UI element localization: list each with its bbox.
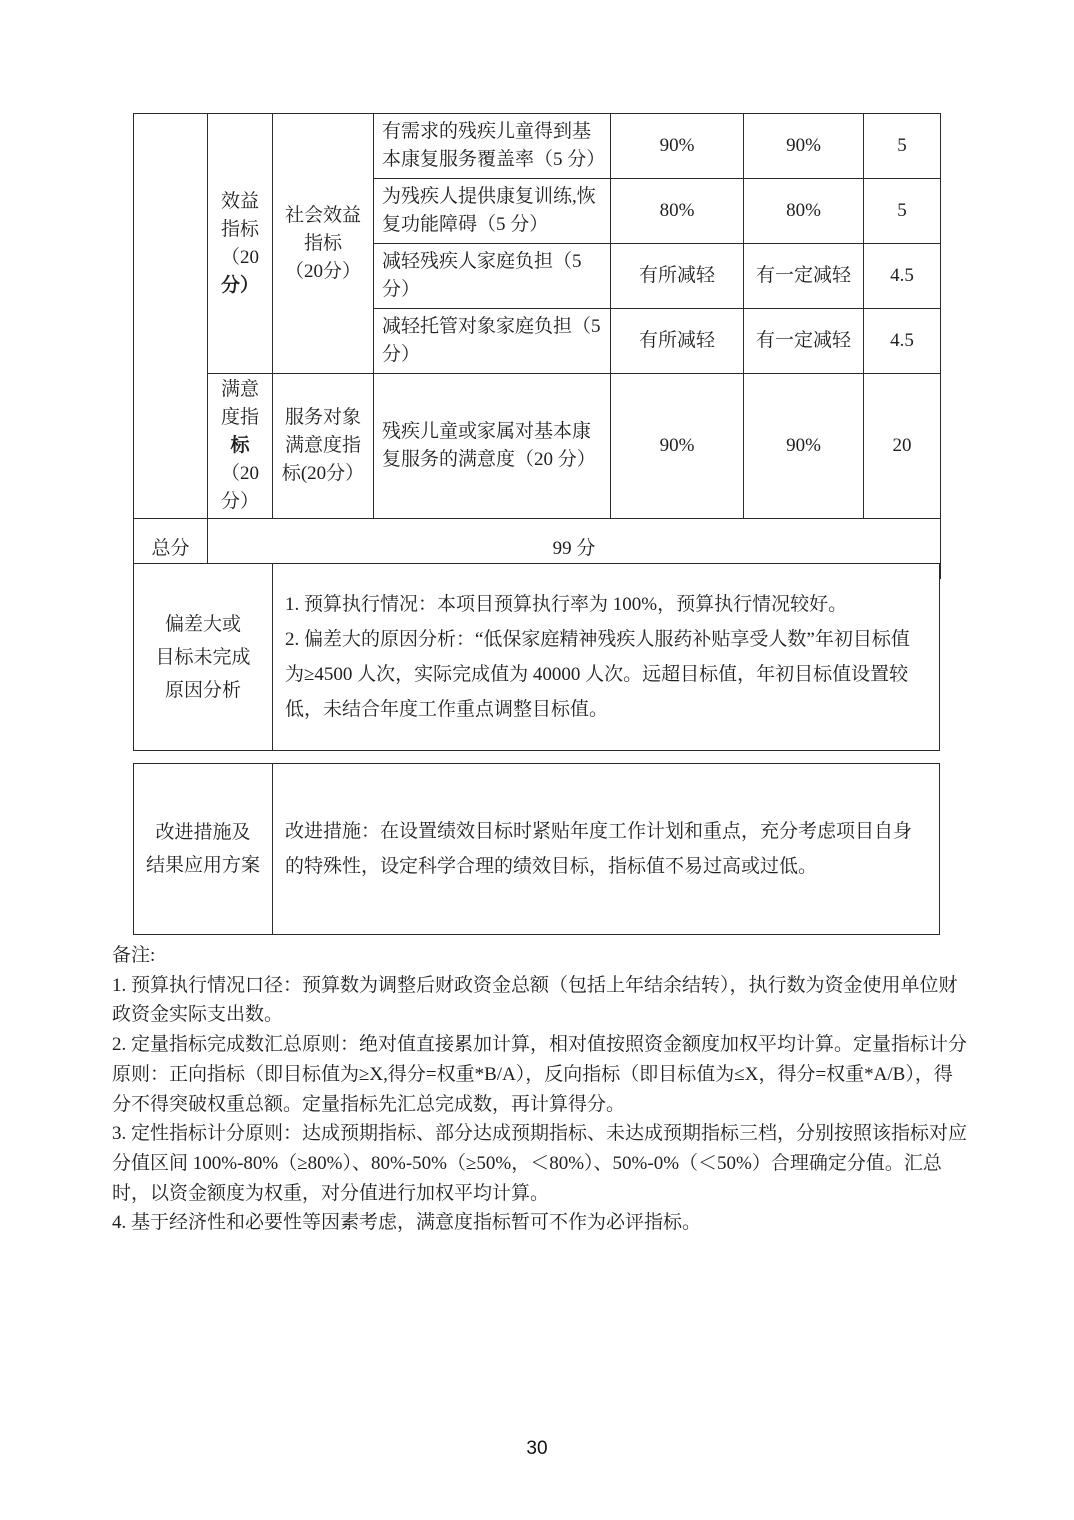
improvement-measures-section: [133, 763, 940, 935]
target-value: 有所减轻: [611, 309, 744, 374]
score-value: 5: [864, 179, 941, 244]
benefit-group-label: （20: [220, 246, 259, 268]
social-benefit-label: 指标: [303, 232, 342, 254]
improvement-label-line: 结果应用方案: [145, 855, 260, 876]
actual-value: 90%: [744, 374, 864, 519]
deviation-analysis-label: [134, 564, 273, 750]
service-satisfaction-cell: [273, 374, 374, 519]
deviation-analysis-section: [133, 563, 940, 751]
social-benefit-cell: [273, 114, 374, 374]
remarks-item: 3. 定性指标计分原则：达成预期指标、部分达成预期指标、未达成预期指标三档，分别按照该指标对应分值区间 100%-80%（≥80%）、80%-50%（≥50%，＜80%）、50%-0%（＜50%）合理确定分值。汇总时，以资金额度为权重，对分值进行加权平均计算。: [112, 1123, 968, 1204]
benefit-group-cell: [208, 114, 273, 374]
satisfaction-group-label: 分）: [220, 491, 259, 512]
indicator-name: 有需求的残疾儿童得到基本康复服务覆盖率（5 分）: [374, 114, 611, 179]
benefit-group-label: 指标: [220, 218, 259, 240]
remarks-item: 4. 基于经济性和必要性等因素考虑，满意度指标暂可不作为必评指标。: [112, 1212, 702, 1234]
deviation-item: 1. 预算执行情况：本项目预算执行率为 100%，预算执行情况较好。: [285, 594, 848, 615]
satisfaction-group-label: 满意: [220, 379, 259, 400]
service-satisfaction-label: 标(20分）: [281, 463, 365, 484]
social-benefit-label: （20分）: [284, 260, 361, 282]
deviation-label-line: 目标未完成: [155, 646, 251, 668]
target-value: 90%: [611, 114, 744, 179]
actual-value: 有一定减轻: [744, 244, 864, 309]
score-value: 4.5: [864, 309, 941, 374]
total-score-label: 总分: [134, 519, 208, 579]
improvement-text: 改进措施：在设置绩效目标时紧贴年度工作计划和重点，充分考虑项目自身的特殊性，设定科学合理的绩效目标，指标值不易过高或过低。: [285, 821, 913, 877]
benefit-group-label: 效益: [220, 190, 259, 212]
target-value: 80%: [611, 179, 744, 244]
satisfaction-group-label-bold: 标: [230, 435, 250, 456]
actual-value: 有一定减轻: [744, 309, 864, 374]
remarks-item: 2. 定量指标完成数汇总原则：绝对值直接累加计算，相对值按照资金额度加权平均计算。定量指标计分原则：正向指标（即目标值为≥X,得分=权重*B/A），反向指标（即目标值为≤X，得分=权重*A/B），得分不得突破权重总额。定量指标先汇总完成数，再计算得分。: [112, 1034, 968, 1115]
actual-value: 90%: [744, 114, 864, 179]
deviation-item: 2. 偏差大的原因分析：“低保家庭精神残疾人服药补贴享受人数”年初目标值为≥4500 人次，实际完成值为 40000 人次。远超目标值，年初目标值设置较低，未结合年度工作重点调整目标值。: [285, 629, 910, 720]
score-value: 5: [864, 114, 941, 179]
indicator-name: 为残疾人提供康复训练,恢复功能障碍（5 分）: [374, 179, 611, 244]
total-score-value: 99 分: [208, 519, 941, 579]
actual-value: 80%: [744, 179, 864, 244]
improvement-measures-content: [273, 764, 939, 934]
indicator-name: 减轻托管对象家庭负担（5 分）: [374, 309, 611, 374]
indicator-name: 减轻残疾人家庭负担（5 分）: [374, 244, 611, 309]
table-row: [134, 374, 941, 519]
satisfaction-group-cell: [208, 374, 273, 519]
target-value: 90%: [611, 374, 744, 519]
score-value: 20: [864, 374, 941, 519]
improvement-label-line: 改进措施及: [155, 822, 251, 843]
table-row: [134, 114, 941, 179]
social-benefit-label: 社会效益: [284, 204, 361, 226]
improvement-measures-label: [134, 764, 273, 934]
score-value: 4.5: [864, 244, 941, 309]
satisfaction-group-label: 度指: [220, 407, 259, 428]
target-value: 有所减轻: [611, 244, 744, 309]
deviation-analysis-content: [273, 564, 939, 750]
deviation-label-line: 原因分析: [164, 679, 241, 701]
indicator-score-table: [133, 113, 941, 579]
remarks-block: [112, 941, 968, 1238]
page-number: 30: [526, 1438, 548, 1459]
indicator-name: 残疾儿童或家属对基本康复服务的满意度（20 分）: [374, 374, 611, 519]
service-satisfaction-label: 服务对象: [284, 407, 361, 428]
remarks-title: 备注:: [112, 945, 156, 966]
deviation-label-line: 偏差大或: [164, 613, 241, 635]
satisfaction-group-label: （20: [220, 463, 259, 484]
remarks-item: 1. 预算执行情况口径：预算数为调整后财政资金总额（包括上年结余结转），执行数为资金使用单位财政资金实际支出数。: [112, 974, 958, 1026]
category-column-cell: [134, 114, 208, 519]
service-satisfaction-label: 满意度指: [284, 435, 361, 456]
benefit-group-label-bold: 分）: [220, 274, 259, 296]
